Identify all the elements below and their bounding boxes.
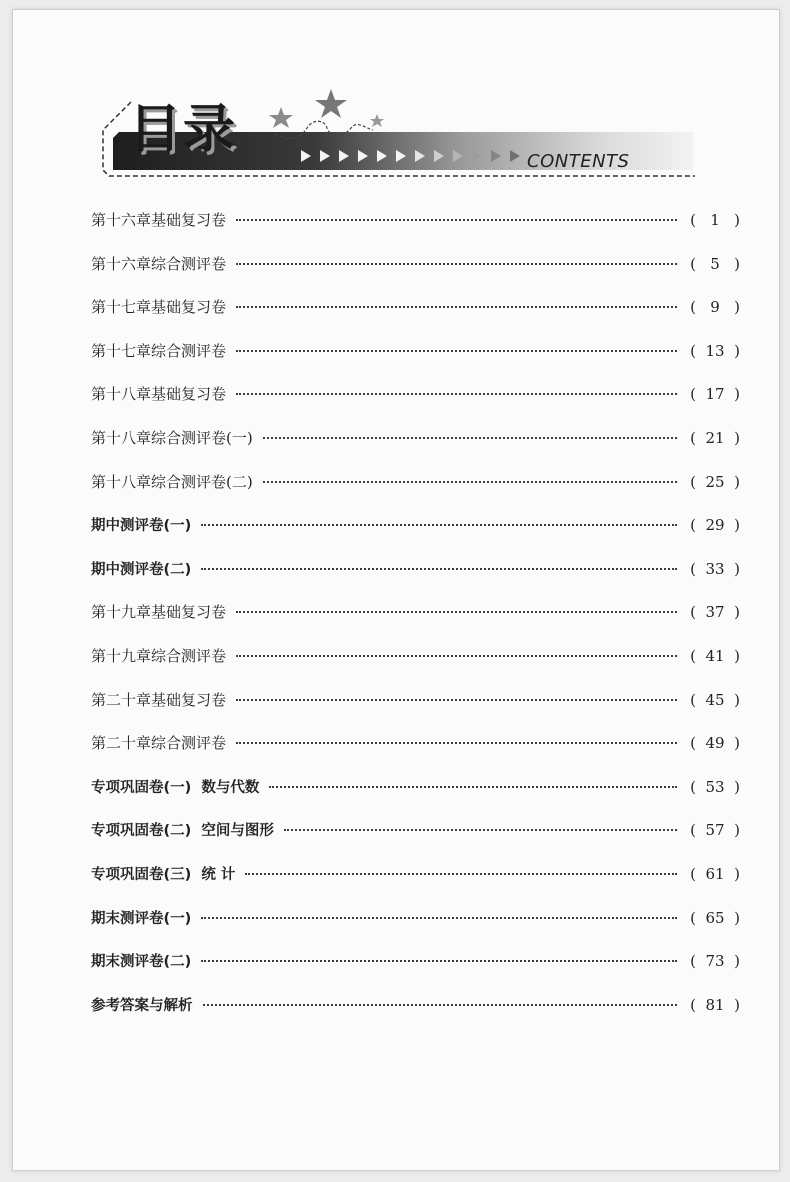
toc-entry[interactable] — [91, 591, 741, 635]
page-open-paren: ( — [690, 472, 696, 491]
toc-entry-page — [689, 330, 741, 374]
dot-leader — [236, 263, 677, 265]
toc-entry[interactable] — [91, 199, 741, 243]
page-close-paren: ) — [734, 777, 740, 796]
page-number: 1 — [710, 211, 720, 229]
toc-subtitle: CONTENTS — [527, 151, 630, 172]
page-close-paren: ) — [734, 385, 740, 404]
page-number: 21 — [705, 428, 725, 447]
page-number: 17 — [705, 385, 725, 404]
page-open-paren: ( — [690, 995, 696, 1014]
toc-entry-title: 第二十章综合测评卷 — [91, 734, 227, 753]
page-number: 73 — [705, 952, 725, 971]
page-close-paren: ) — [734, 341, 740, 360]
dot-leader — [201, 524, 677, 526]
dot-leader — [236, 219, 677, 221]
toc-entry[interactable] — [91, 286, 741, 330]
dot-leader — [236, 699, 677, 701]
page-close-paren: ) — [734, 908, 740, 927]
page-open-paren: ( — [690, 516, 696, 535]
toc-entry-title: 第十六章基础复习卷 — [91, 211, 227, 229]
toc-entry-title: 专项巩固卷(一) 数与代数 — [91, 779, 260, 796]
toc-entry-page — [689, 286, 741, 330]
dot-leader — [201, 917, 677, 919]
dot-leader — [263, 437, 677, 439]
toc-entry-page — [689, 591, 741, 635]
page-number: 29 — [705, 516, 725, 535]
toc-entry[interactable] — [91, 548, 741, 592]
page-close-paren: ) — [734, 559, 740, 578]
page-close-paren: ) — [734, 952, 740, 971]
toc-entry-page — [689, 853, 741, 897]
toc-entry-page — [689, 722, 741, 766]
page-open-paren: ( — [690, 777, 696, 796]
toc-entry[interactable] — [91, 373, 741, 417]
page-open-paren: ( — [690, 734, 696, 753]
toc-entry[interactable] — [91, 635, 741, 679]
dot-leader — [269, 786, 677, 788]
toc-entry[interactable] — [91, 984, 741, 1028]
page-number: 13 — [705, 341, 725, 360]
toc-entry-title: 专项巩固卷(三) 统 计 — [91, 866, 236, 883]
page-number: 45 — [705, 690, 725, 709]
page-close-paren: ) — [734, 995, 740, 1014]
dot-leader — [236, 350, 677, 352]
page-number: 25 — [705, 472, 725, 491]
page-number: 9 — [710, 298, 720, 317]
page-open-paren: ( — [690, 646, 696, 665]
toc-entry[interactable] — [91, 897, 741, 941]
page-number: 53 — [705, 777, 725, 796]
toc-entry-page — [689, 984, 741, 1028]
toc-entry[interactable] — [91, 722, 741, 766]
page-number: 61 — [705, 864, 725, 883]
page-number: 37 — [705, 603, 725, 622]
toc-entry[interactable] — [91, 330, 741, 374]
page-open-paren: ( — [690, 428, 696, 447]
toc-entry-title: 期中测评卷(一) — [91, 518, 192, 535]
page-number: 65 — [705, 908, 725, 927]
toc-entry-title: 期末测评卷(二) — [91, 954, 192, 971]
toc-entry[interactable] — [91, 679, 741, 723]
page-close-paren: ) — [734, 211, 740, 229]
toc-entry-title: 第二十章基础复习卷 — [91, 690, 227, 709]
dot-leader — [245, 873, 677, 875]
dot-leader — [236, 393, 677, 395]
page-open-paren: ( — [690, 690, 696, 709]
toc-entry[interactable] — [91, 243, 741, 287]
toc-entry-page — [689, 809, 741, 853]
dot-leader — [203, 1004, 678, 1006]
page-close-paren: ) — [734, 690, 740, 709]
toc-entry-page — [689, 417, 741, 461]
page-open-paren: ( — [690, 254, 696, 273]
dot-leader — [236, 655, 677, 657]
toc-entry-title: 第十七章基础复习卷 — [91, 298, 227, 317]
toc-entry-title: 第十八章综合测评卷(二) — [91, 472, 253, 491]
toc-entry-title: 第十八章基础复习卷 — [91, 385, 227, 404]
page-open-paren: ( — [690, 341, 696, 360]
page-close-paren: ) — [734, 516, 740, 535]
toc-entry-page — [689, 243, 741, 287]
toc-entry-title: 期中测评卷(二) — [91, 561, 192, 578]
page-close-paren: ) — [734, 298, 740, 317]
toc-list — [91, 199, 741, 1027]
page-close-paren: ) — [734, 472, 740, 491]
header-banner-graphic — [13, 10, 779, 210]
page-open-paren: ( — [690, 603, 696, 622]
page-open-paren: ( — [690, 821, 696, 840]
page-number: 5 — [710, 254, 720, 273]
page-number: 57 — [705, 821, 725, 840]
toc-entry[interactable] — [91, 766, 741, 810]
page-open-paren: ( — [690, 559, 696, 578]
dot-leader — [201, 568, 677, 570]
page-close-paren: ) — [734, 603, 740, 622]
toc-entry-page — [689, 897, 741, 941]
toc-entry-title: 第十九章基础复习卷 — [91, 603, 227, 622]
toc-entry[interactable] — [91, 461, 741, 505]
page-number: 33 — [705, 559, 725, 578]
toc-title: 目录 — [129, 100, 238, 160]
page-close-paren: ) — [734, 734, 740, 753]
toc-entry[interactable] — [91, 504, 741, 548]
dot-leader — [236, 611, 677, 613]
toc-entry-title: 第十八章综合测评卷(一) — [91, 428, 253, 447]
page-open-paren: ( — [690, 211, 696, 229]
dot-leader — [284, 829, 677, 831]
toc-header — [13, 10, 779, 210]
page-open-paren: ( — [690, 864, 696, 883]
toc-entry-title: 参考答案与解析 — [91, 997, 193, 1014]
toc-page — [12, 9, 780, 1171]
toc-entry-page — [689, 766, 741, 810]
page-close-paren: ) — [734, 821, 740, 840]
dot-leader — [236, 306, 677, 308]
page-close-paren: ) — [734, 428, 740, 447]
page-number: 49 — [705, 734, 725, 753]
toc-entry-page — [689, 940, 741, 984]
page-open-paren: ( — [690, 952, 696, 971]
toc-entry-page — [689, 548, 741, 592]
dot-leader — [236, 742, 677, 744]
toc-entry-title: 第十七章综合测评卷 — [91, 341, 227, 360]
page-open-paren: ( — [690, 298, 696, 317]
page-close-paren: ) — [734, 646, 740, 665]
page-close-paren: ) — [734, 254, 740, 273]
toc-entry-page — [689, 373, 741, 417]
page-open-paren: ( — [690, 908, 696, 927]
page-number: 41 — [705, 646, 725, 665]
toc-entry-title: 期末测评卷(一) — [91, 910, 192, 927]
dot-leader — [201, 960, 677, 962]
toc-entry-page — [689, 679, 741, 723]
toc-entry[interactable] — [91, 940, 741, 984]
dot-leader — [263, 481, 677, 483]
toc-entry[interactable] — [91, 853, 741, 897]
toc-entry-title: 第十九章综合测评卷 — [91, 646, 227, 665]
toc-entry-title: 第十六章综合测评卷 — [91, 254, 227, 273]
toc-entry[interactable] — [91, 417, 741, 461]
toc-entry-title: 专项巩固卷(二) 空间与图形 — [91, 823, 274, 840]
toc-entry-page — [689, 199, 741, 243]
toc-entry-page — [689, 504, 741, 548]
page-close-paren: ) — [734, 864, 740, 883]
toc-entry-page — [689, 461, 741, 505]
page-open-paren: ( — [690, 385, 696, 404]
stars-decoration-icon — [269, 89, 384, 138]
toc-entry-page — [689, 635, 741, 679]
page-number: 81 — [705, 995, 725, 1014]
toc-entry[interactable] — [91, 809, 741, 853]
